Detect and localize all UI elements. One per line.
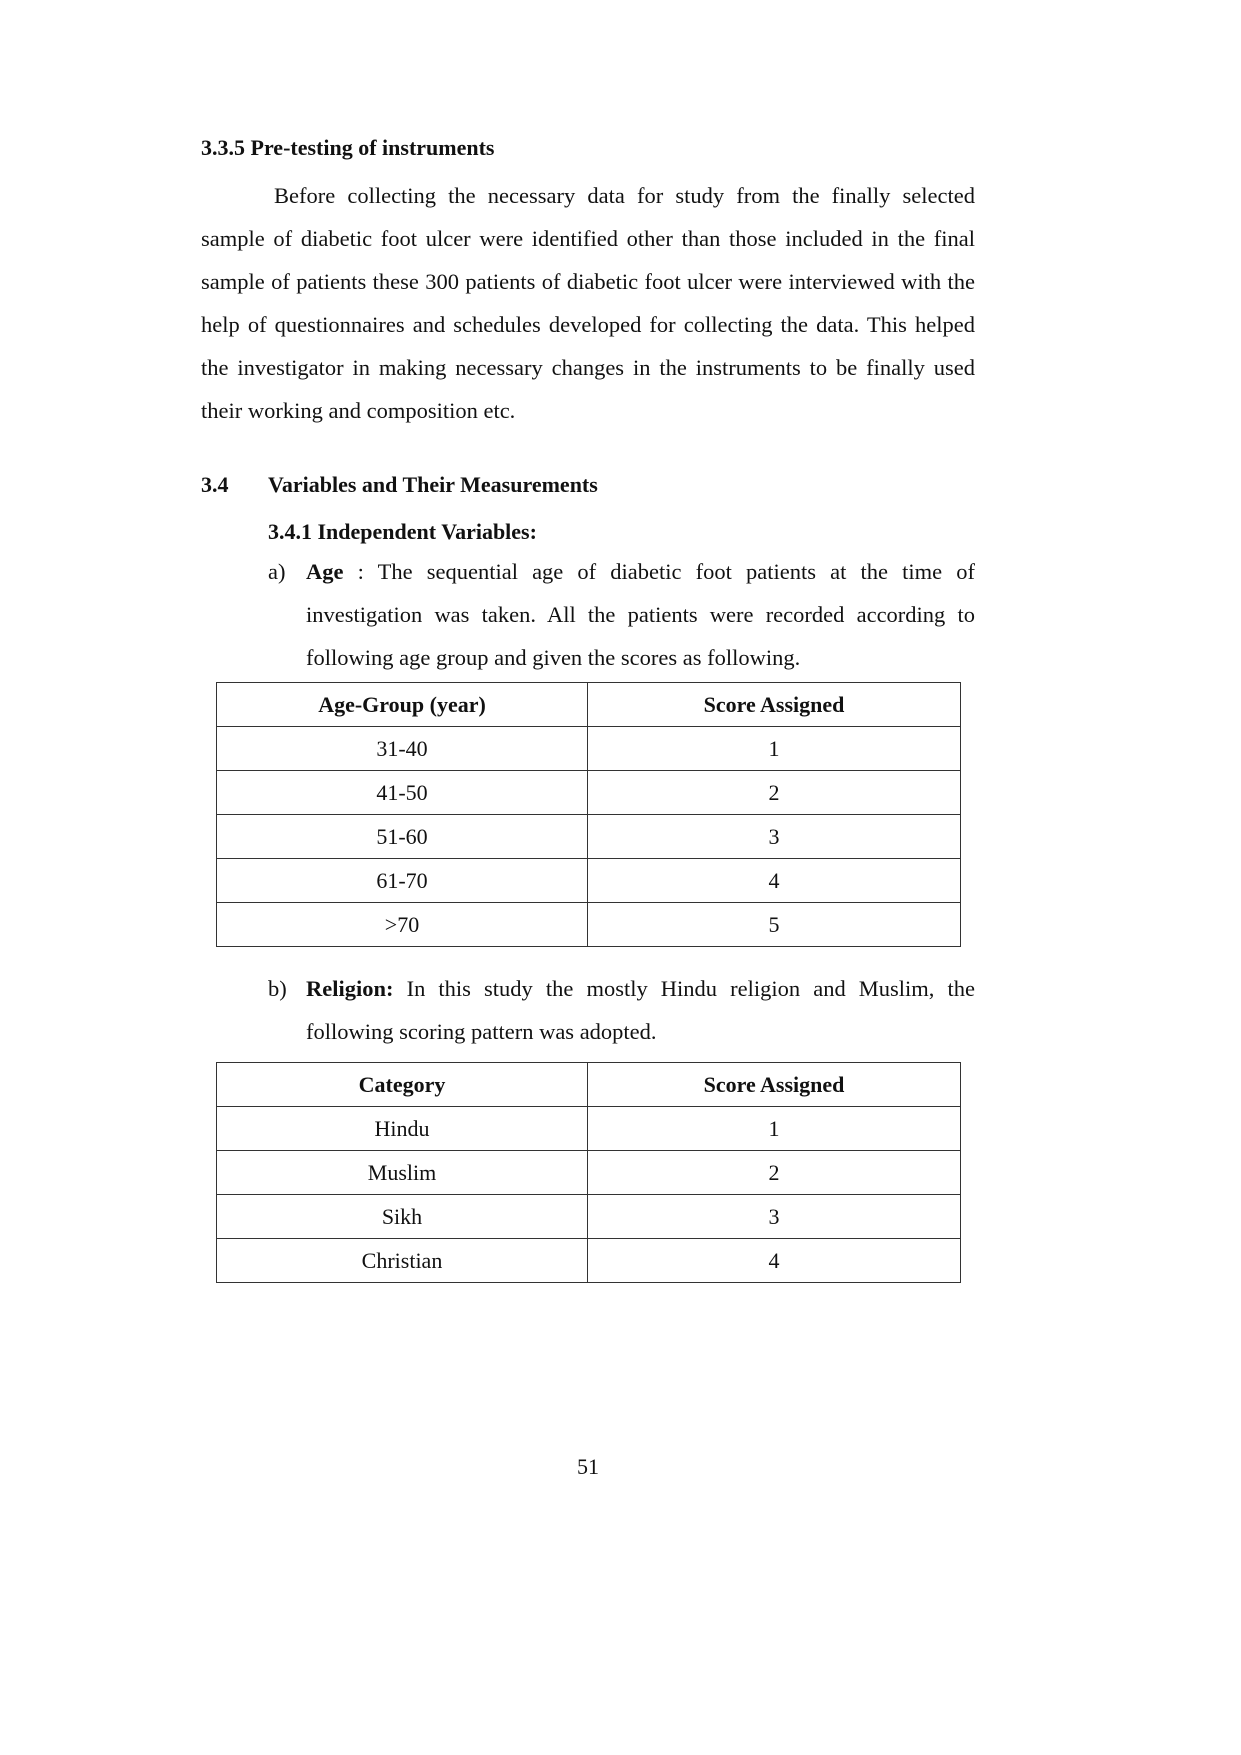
table-cell: Muslim bbox=[217, 1151, 588, 1195]
term-religion: Religion: bbox=[306, 976, 394, 1001]
list-marker: b) bbox=[268, 976, 287, 1001]
list-item-body bbox=[306, 550, 975, 679]
table-header-row bbox=[217, 1063, 961, 1107]
table-cell: 4 bbox=[588, 859, 961, 903]
table-cell: Hindu bbox=[217, 1107, 588, 1151]
table-cell: 41-50 bbox=[217, 771, 588, 815]
page-number: 51 bbox=[577, 1454, 599, 1479]
table-row bbox=[217, 815, 961, 859]
table-row bbox=[217, 859, 961, 903]
list-item-body bbox=[306, 967, 975, 1053]
table-cell: 3 bbox=[588, 1195, 961, 1239]
table-cell: 3 bbox=[588, 815, 961, 859]
table-cell: 1 bbox=[588, 727, 961, 771]
table-cell: >70 bbox=[217, 903, 588, 947]
table-cell: 4 bbox=[588, 1239, 961, 1283]
table-row bbox=[217, 1107, 961, 1151]
list-item-religion bbox=[268, 967, 975, 1053]
religion-description: In this study the mostly Hindu religion and Muslim, the following scoring pattern was adopted. bbox=[306, 976, 975, 1044]
pretesting-paragraph-text: Before collecting the necessary data for study from the finally selected sample of diabetic foot ulcer were identified other than those included in the final sample of patients these 300 patients of diabetic foot ulcer were interviewed with the help of questionnaires and schedules developed for collecting the data. This helped the investigator in making necessary changes in the instruments to be finally used their working and composition etc. bbox=[201, 183, 975, 423]
section-title-3-4: Variables and Their Measurements bbox=[268, 472, 598, 497]
list-marker: a) bbox=[268, 559, 286, 584]
column-header: Score Assigned bbox=[588, 1063, 961, 1107]
table-header-row bbox=[217, 683, 961, 727]
table-row bbox=[217, 727, 961, 771]
term-age: Age bbox=[306, 559, 344, 584]
section-heading-3-3-5: 3.3.5 Pre-testing of instruments bbox=[201, 135, 495, 160]
age-description: : The sequential age of diabetic foot patients at the time of investigation was taken. All the patients were recorded according to following age group and given the scores as following. bbox=[306, 559, 975, 670]
religion-score-table bbox=[216, 1062, 961, 1283]
table-cell: Christian bbox=[217, 1239, 588, 1283]
table-cell: 1 bbox=[588, 1107, 961, 1151]
column-header: Category bbox=[217, 1063, 588, 1107]
table-cell: 61-70 bbox=[217, 859, 588, 903]
age-score-table bbox=[216, 682, 961, 947]
table-cell: 2 bbox=[588, 771, 961, 815]
section-number-3-4: 3.4 bbox=[201, 472, 229, 497]
table-cell: 5 bbox=[588, 903, 961, 947]
table-row bbox=[217, 1151, 961, 1195]
column-header: Age-Group (year) bbox=[217, 683, 588, 727]
section-heading-3-4-1: 3.4.1 Independent Variables: bbox=[268, 519, 537, 544]
table-row bbox=[217, 1239, 961, 1283]
column-header: Score Assigned bbox=[588, 683, 961, 727]
table-row bbox=[217, 1195, 961, 1239]
table-cell: 31-40 bbox=[217, 727, 588, 771]
table-cell: 2 bbox=[588, 1151, 961, 1195]
table-cell: Sikh bbox=[217, 1195, 588, 1239]
list-item-age bbox=[268, 550, 975, 679]
table-cell: 51-60 bbox=[217, 815, 588, 859]
table-row bbox=[217, 771, 961, 815]
table-row bbox=[217, 903, 961, 947]
pretesting-paragraph bbox=[201, 174, 975, 432]
